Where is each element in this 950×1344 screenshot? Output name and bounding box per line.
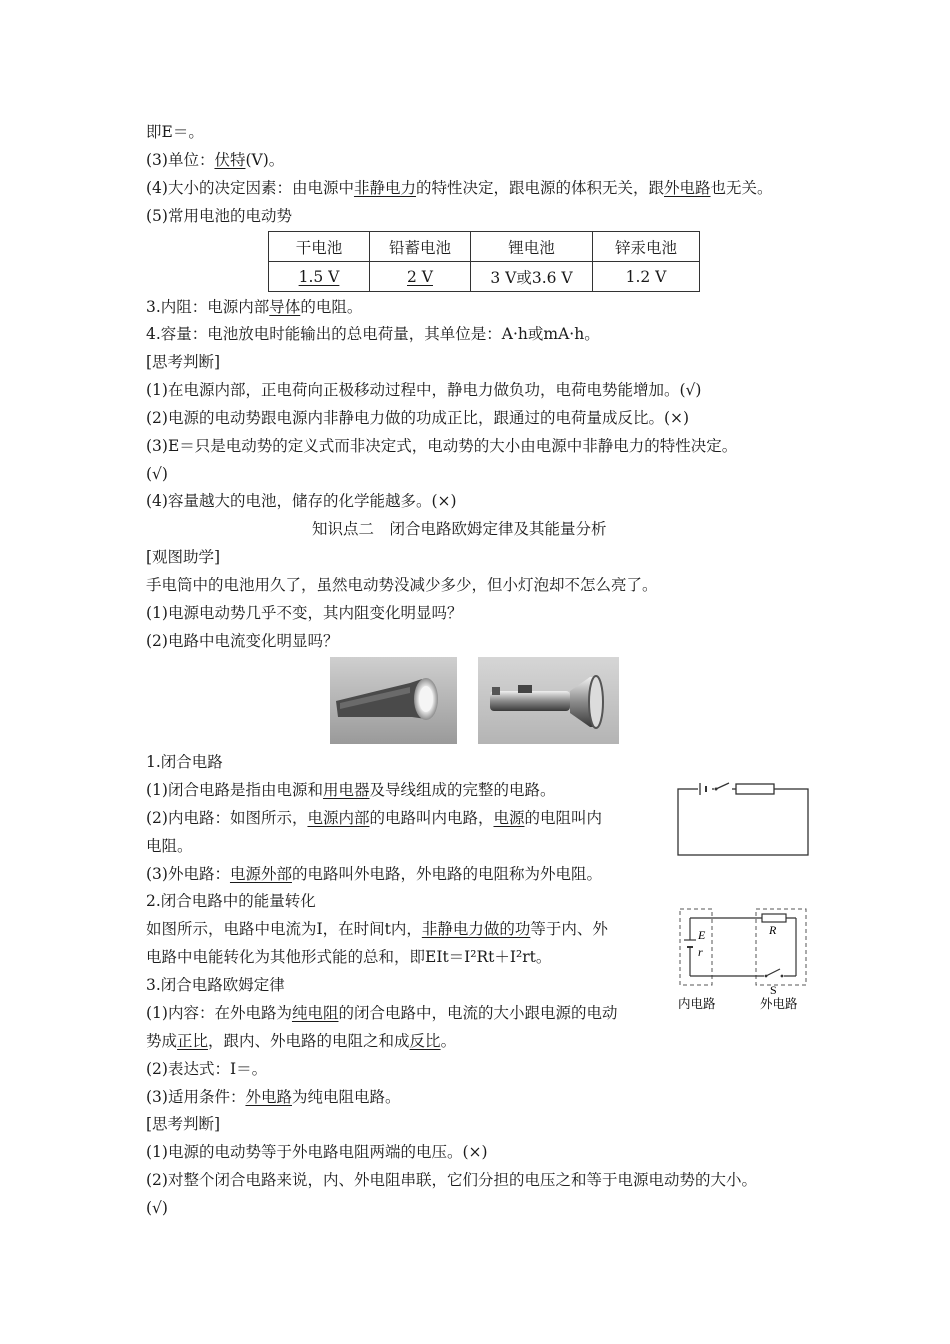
table-row (269, 232, 700, 262)
text-line: (4)容量越大的电池，储存的化学能越多。(×) (146, 492, 457, 510)
text-span: 如图所示，电路中电流为I，在时间t内， (146, 920, 422, 938)
table-header-cell: 锂电池 (471, 232, 593, 262)
text-line: 电阻。 (146, 837, 193, 855)
text-span: 为纯电阻电路。 (291, 1088, 401, 1106)
text-span: (1)内容：在外电路为 (146, 1004, 292, 1022)
text-line (146, 864, 602, 884)
text-line (146, 1087, 401, 1107)
text-line: 电路中电能转化为其他形式能的总和，即EIt＝I²Rt＋I²rt。 (146, 948, 552, 966)
underlined-answer: 电源 (493, 809, 525, 827)
text-line: 3.闭合电路欧姆定律 (146, 976, 285, 994)
text-line: 2.闭合电路中的能量转化 (146, 892, 316, 910)
text-line: [思考判断] (146, 1115, 221, 1133)
text-line: (3)E＝只是电动势的定义式而非决定式，电动势的大小由电源中非静电力的特性决定。 (146, 437, 738, 455)
text-span: 。 (440, 1032, 457, 1050)
circuit-wire (678, 789, 808, 855)
underlined-answer: 电源外部 (229, 865, 292, 883)
text-span: (4)大小的决定因素：由电源中 (146, 179, 354, 197)
text-line: [思考判断] (146, 353, 221, 371)
text-line (146, 178, 773, 198)
text-line (146, 150, 284, 170)
underlined-answer: 非静电力做的功 (421, 920, 531, 938)
table-cell: 1.2 V (593, 262, 700, 292)
underlined-answer: 反比 (409, 1032, 441, 1050)
text-line (146, 297, 362, 317)
text-span: 的特性决定，跟电源的体积无关，跟 (415, 179, 664, 197)
table-header-cell: 干电池 (269, 232, 370, 262)
battery-emf-table (268, 231, 700, 292)
label-r: r (698, 945, 703, 959)
text-line: 手电筒中的电池用久了，虽然电动势没减少多少，但小灯泡却不怎么亮了。 (146, 576, 658, 594)
text-span: 的电阻。 (300, 298, 363, 316)
text-span: (2)内电路：如图所示， (146, 809, 308, 827)
text-span: 势成 (146, 1032, 178, 1050)
text-span: 也无关。 (710, 179, 773, 197)
text-line: (1)电源电动势几乎不变，其内阻变化明显吗？ (146, 604, 463, 622)
underlined-answer: 1.5 V (298, 267, 340, 286)
text-span: (1)闭合电路是指由电源和 (146, 781, 323, 799)
text-line (146, 919, 608, 939)
text-span: ，跟内、外电路的电阻之和成 (208, 1032, 410, 1050)
text-line: (√) (146, 465, 168, 483)
inner-outer-circuit-figure (676, 906, 812, 1014)
text-line (146, 780, 556, 800)
text-span: (3)适用条件： (146, 1088, 246, 1106)
inner-circuit-box (680, 909, 712, 985)
flashlight-photo-1 (330, 657, 457, 744)
text-span: 的闭合电路中，电流的大小跟电源的电动 (338, 1004, 618, 1022)
resistor (762, 914, 786, 922)
text-line: [观图助学] (146, 548, 221, 566)
text-line: (5)常用电池的电动势 (146, 207, 292, 225)
resistor (736, 784, 774, 794)
label-R: R (769, 923, 777, 937)
label-S: S (770, 983, 777, 997)
text-line (146, 1003, 618, 1023)
text-span: 的电路叫外电路，外电路的电阻称为外电阻。 (291, 865, 602, 883)
text-line: 即E＝。 (146, 123, 204, 141)
section-heading: 知识点二 闭合电路欧姆定律及其能量分析 (312, 520, 607, 538)
text-span: 的电路叫内电路， (369, 809, 494, 827)
text-span: 及导线组成的完整的电路。 (369, 781, 556, 799)
text-span: 等于内、外 (530, 920, 608, 938)
text-line (146, 1031, 456, 1051)
table-cell (370, 262, 471, 292)
table-cell (269, 262, 370, 292)
text-line: (2)电路中电流变化明显吗？ (146, 632, 339, 650)
text-span: (V)。 (245, 151, 285, 169)
text-line: (√) (146, 1199, 168, 1217)
text-span: (3)外电路： (146, 865, 230, 883)
text-span: (3)单位： (146, 151, 215, 169)
underlined-answer: 纯电阻 (291, 1004, 339, 1022)
text-line: (1)在电源内部，正电荷向正极移动过程中，静电力做负功，电荷电势能增加。(√) (146, 381, 702, 399)
text-line: (2)对整个闭合电路来说，内、外电阻串联，它们分担的电压之和等于电源电动势的大小。 (146, 1171, 757, 1189)
text-line (146, 808, 602, 828)
table-header-cell: 铅蓄电池 (370, 232, 471, 262)
text-line: (2)表达式：I＝。 (146, 1060, 268, 1078)
label-outer-circuit: 外电路 (760, 996, 798, 1011)
text-line: 1.闭合电路 (146, 753, 223, 771)
underlined-answer: 外电路 (664, 179, 711, 197)
text-line: (1)电源的电动势等于外电路电阻两端的电压。(×) (146, 1143, 488, 1161)
label-E: E (698, 928, 706, 942)
text-line: (2)电源的电动势跟电源内非静电力做的功成正比，跟通过的电荷量成反比。(×) (146, 409, 690, 427)
text-span: 的电阻叫内 (524, 809, 603, 827)
underlined-answer: 正比 (177, 1032, 209, 1050)
underlined-answer: 2 V (407, 267, 433, 286)
underlined-answer: 伏特 (214, 151, 246, 169)
flashlight-photo-2 (478, 657, 619, 744)
table-header-cell: 锌汞电池 (593, 232, 700, 262)
underlined-answer: 外电路 (245, 1088, 292, 1106)
label-inner-circuit: 内电路 (678, 996, 716, 1011)
underlined-answer: 非静电力 (353, 179, 416, 197)
underlined-answer: 用电器 (322, 781, 370, 799)
table-row (269, 262, 700, 292)
underlined-answer: 电源内部 (307, 809, 370, 827)
underlined-answer: 导体 (269, 298, 301, 316)
text-span: 3.内阻：电源内部 (146, 298, 270, 316)
text-line: 4.容量：电池放电时能输出的总电荷量，其单位是：A·h或mA·h。 (146, 325, 600, 343)
table-cell: 3 V或3.6 V (471, 262, 593, 292)
closed-circuit-figure (676, 780, 810, 858)
